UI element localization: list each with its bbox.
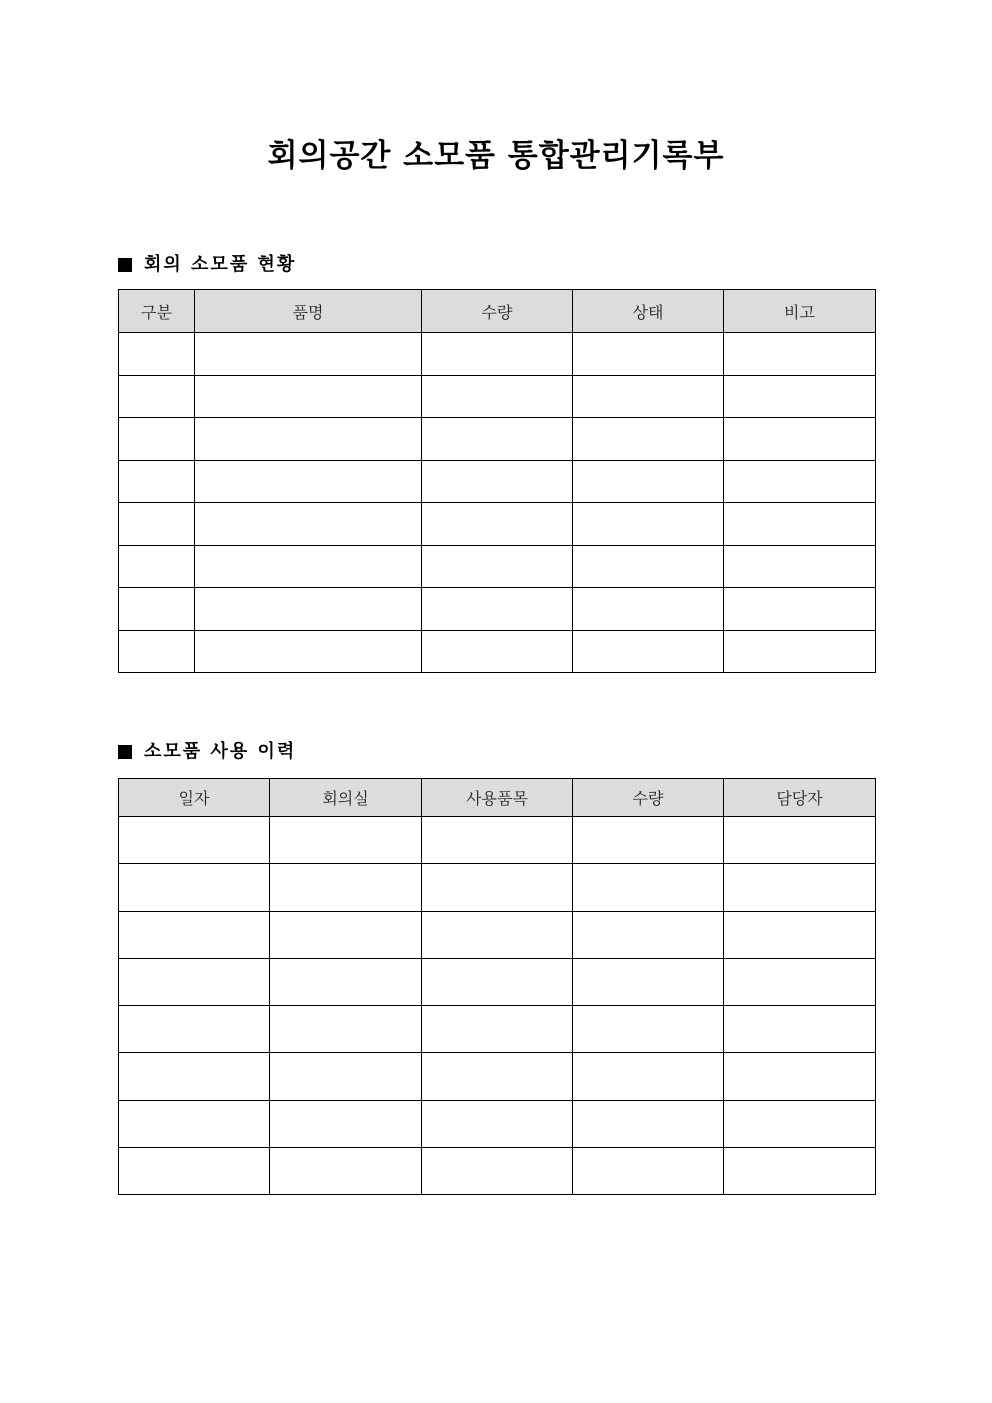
table-cell[interactable] bbox=[195, 418, 422, 461]
table-cell[interactable] bbox=[119, 1006, 270, 1053]
table-cell[interactable] bbox=[119, 1053, 270, 1100]
table-cell[interactable] bbox=[573, 1148, 724, 1195]
table-cell[interactable] bbox=[195, 375, 422, 418]
table-cell[interactable] bbox=[724, 588, 876, 631]
table-cell[interactable] bbox=[119, 1100, 270, 1147]
table-cell[interactable] bbox=[195, 460, 422, 503]
table-cell[interactable] bbox=[119, 911, 270, 958]
table-cell[interactable] bbox=[724, 460, 876, 503]
table-cell[interactable] bbox=[195, 588, 422, 631]
table-cell[interactable] bbox=[422, 630, 573, 673]
table-cell[interactable] bbox=[573, 1006, 724, 1053]
table-row bbox=[119, 460, 876, 503]
table-cell[interactable] bbox=[422, 864, 573, 911]
table-cell[interactable] bbox=[573, 958, 724, 1005]
table-header-row bbox=[119, 779, 876, 817]
square-bullet-icon bbox=[118, 745, 132, 759]
table-cell[interactable] bbox=[573, 1100, 724, 1147]
table-cell[interactable] bbox=[119, 630, 195, 673]
table-cell[interactable] bbox=[195, 503, 422, 546]
table-cell[interactable] bbox=[119, 375, 195, 418]
table-cell[interactable] bbox=[422, 911, 573, 958]
table-row bbox=[119, 418, 876, 461]
table-cell[interactable] bbox=[573, 418, 724, 461]
table-cell[interactable] bbox=[724, 1148, 876, 1195]
table-cell[interactable] bbox=[119, 503, 195, 546]
table-row bbox=[119, 588, 876, 631]
table-cell[interactable] bbox=[573, 630, 724, 673]
table-row bbox=[119, 817, 876, 864]
column-header-status: 상태 bbox=[573, 290, 724, 333]
table-cell[interactable] bbox=[119, 864, 270, 911]
table-cell[interactable] bbox=[195, 545, 422, 588]
table-cell[interactable] bbox=[422, 418, 573, 461]
section-heading-label: 회의 소모품 현황 bbox=[144, 254, 297, 275]
column-header-date: 일자 bbox=[119, 779, 270, 817]
table-cell[interactable] bbox=[573, 588, 724, 631]
table-cell[interactable] bbox=[270, 911, 422, 958]
table-cell[interactable] bbox=[119, 1148, 270, 1195]
usage-history-table-body bbox=[119, 817, 876, 1195]
table-cell[interactable] bbox=[422, 958, 573, 1005]
table-cell[interactable] bbox=[573, 864, 724, 911]
table-cell[interactable] bbox=[573, 911, 724, 958]
table-cell[interactable] bbox=[422, 460, 573, 503]
table-cell[interactable] bbox=[422, 375, 573, 418]
column-header-person-in-charge: 담당자 bbox=[724, 779, 876, 817]
table-cell[interactable] bbox=[724, 817, 876, 864]
table-cell[interactable] bbox=[119, 958, 270, 1005]
table-cell[interactable] bbox=[724, 1006, 876, 1053]
table-cell[interactable] bbox=[422, 1148, 573, 1195]
table-cell[interactable] bbox=[270, 1148, 422, 1195]
table-cell[interactable] bbox=[422, 333, 573, 376]
table-cell[interactable] bbox=[724, 545, 876, 588]
table-cell[interactable] bbox=[573, 333, 724, 376]
square-bullet-icon bbox=[118, 258, 132, 272]
table-header-row bbox=[119, 290, 876, 333]
table-cell[interactable] bbox=[422, 588, 573, 631]
table-row bbox=[119, 1053, 876, 1100]
table-cell[interactable] bbox=[422, 817, 573, 864]
table-cell[interactable] bbox=[119, 545, 195, 588]
table-cell[interactable] bbox=[573, 545, 724, 588]
table-cell[interactable] bbox=[573, 1053, 724, 1100]
table-cell[interactable] bbox=[270, 864, 422, 911]
table-cell[interactable] bbox=[119, 817, 270, 864]
table-row bbox=[119, 958, 876, 1005]
inventory-table bbox=[118, 289, 876, 673]
table-cell[interactable] bbox=[724, 1100, 876, 1147]
section-heading-label: 소모품 사용 이력 bbox=[144, 741, 297, 762]
table-cell[interactable] bbox=[270, 1100, 422, 1147]
table-cell[interactable] bbox=[270, 958, 422, 1005]
table-row bbox=[119, 1006, 876, 1053]
table-cell[interactable] bbox=[270, 1006, 422, 1053]
table-cell[interactable] bbox=[195, 333, 422, 376]
table-cell[interactable] bbox=[724, 958, 876, 1005]
table-cell[interactable] bbox=[119, 418, 195, 461]
table-cell[interactable] bbox=[573, 503, 724, 546]
table-cell[interactable] bbox=[573, 375, 724, 418]
table-row bbox=[119, 503, 876, 546]
table-cell[interactable] bbox=[724, 1053, 876, 1100]
table-cell[interactable] bbox=[119, 588, 195, 631]
table-cell[interactable] bbox=[724, 418, 876, 461]
table-row bbox=[119, 911, 876, 958]
section-heading-inventory bbox=[118, 252, 296, 278]
table-cell[interactable] bbox=[422, 1100, 573, 1147]
page-title: 회의공간 소모품 통합관리기록부 bbox=[267, 138, 725, 174]
table-row bbox=[119, 630, 876, 673]
table-row bbox=[119, 1148, 876, 1195]
table-cell[interactable] bbox=[724, 375, 876, 418]
table-cell[interactable] bbox=[270, 1053, 422, 1100]
table-cell[interactable] bbox=[119, 333, 195, 376]
section-heading-usage-history bbox=[118, 739, 296, 765]
table-cell[interactable] bbox=[422, 545, 573, 588]
column-header-item-name: 품명 bbox=[195, 290, 422, 333]
table-cell[interactable] bbox=[270, 817, 422, 864]
column-header-category: 구분 bbox=[119, 290, 195, 333]
table-cell[interactable] bbox=[724, 864, 876, 911]
table-cell[interactable] bbox=[724, 333, 876, 376]
table-row bbox=[119, 375, 876, 418]
table-row bbox=[119, 333, 876, 376]
column-header-quantity: 수량 bbox=[573, 779, 724, 817]
table-cell[interactable] bbox=[422, 503, 573, 546]
table-row bbox=[119, 545, 876, 588]
usage-history-table bbox=[118, 778, 876, 1195]
table-row bbox=[119, 1100, 876, 1147]
table-cell[interactable] bbox=[119, 460, 195, 503]
column-header-remarks: 비고 bbox=[724, 290, 876, 333]
table-cell[interactable] bbox=[195, 630, 422, 673]
column-header-meeting-room: 회의실 bbox=[270, 779, 422, 817]
table-cell[interactable] bbox=[724, 911, 876, 958]
table-cell[interactable] bbox=[422, 1006, 573, 1053]
table-cell[interactable] bbox=[724, 630, 876, 673]
table-cell[interactable] bbox=[573, 817, 724, 864]
table-cell[interactable] bbox=[422, 1053, 573, 1100]
column-header-quantity: 수량 bbox=[422, 290, 573, 333]
inventory-table-body bbox=[119, 333, 876, 673]
table-cell[interactable] bbox=[573, 460, 724, 503]
column-header-used-item: 사용품목 bbox=[422, 779, 573, 817]
table-cell[interactable] bbox=[724, 503, 876, 546]
table-row bbox=[119, 864, 876, 911]
